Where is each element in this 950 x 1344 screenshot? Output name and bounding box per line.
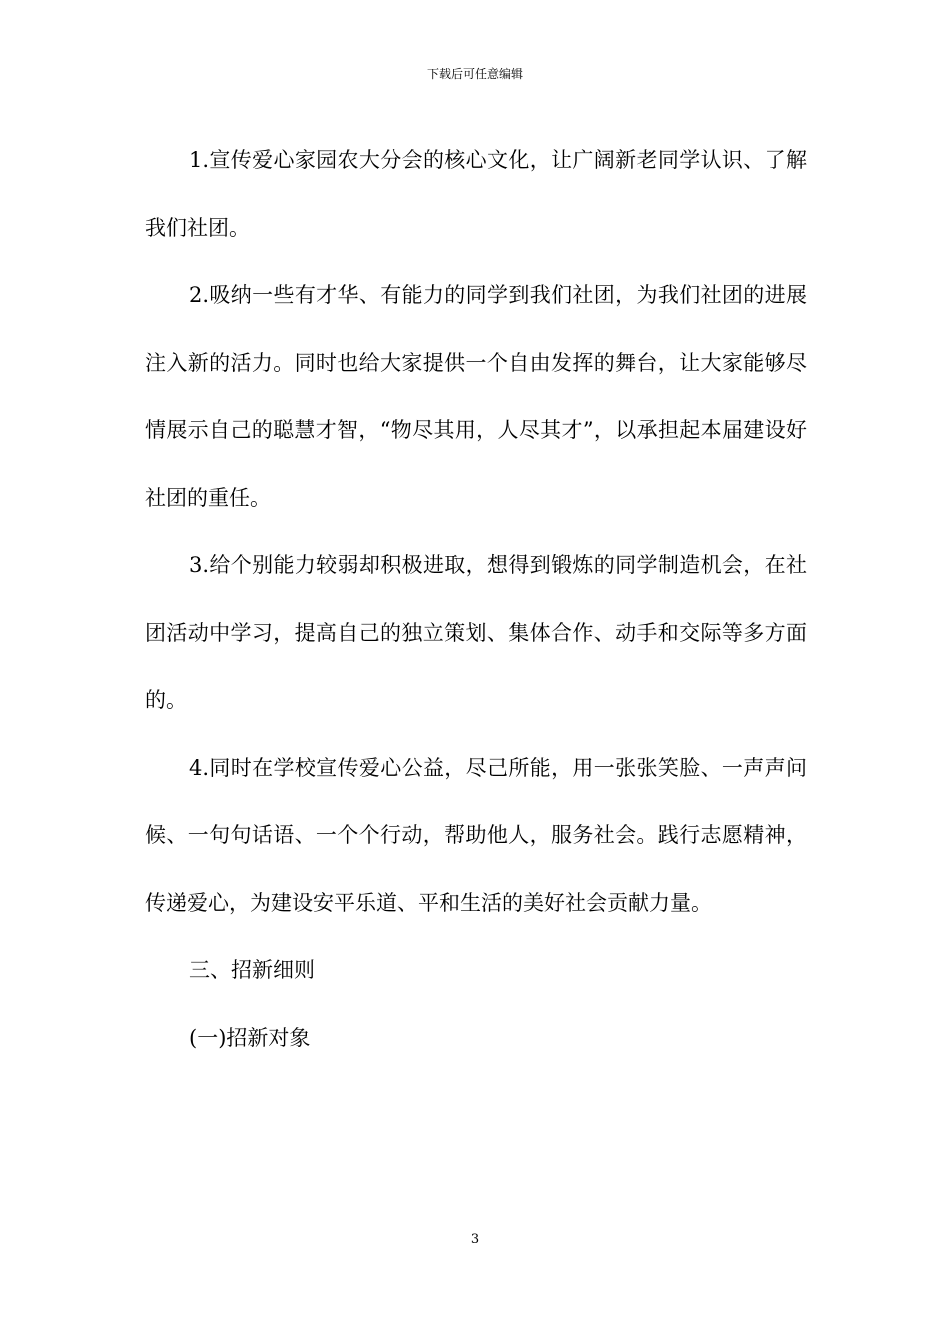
section-heading: 三、招新细则 <box>189 958 315 982</box>
page-number: 3 <box>470 1232 480 1247</box>
paragraph-3: 3.给个别能力较弱却积极进取，想得到锻炼的同学制造机会，在社团活动中学习，提高自己的独立策划、集体合作、动手和交际等多方面的。 <box>145 553 807 712</box>
document-body <box>145 127 807 1072</box>
page-header-note: 下载后可任意编辑 <box>426 67 523 81</box>
paragraph-4: 4.同时在学校宣传爱心公益，尽己所能，用一张张笑脸、一声声问候、一句句话语、一个个行动，帮助他人，服务社会。践行志愿精神，传递爱心，为建设安平乐道、平和生活的美好社会贡献力量。 <box>145 755 807 915</box>
paragraph-1: 1.宣传爱心家园农大分会的核心文化，让广阔新老同学认识、了解我们社团。 <box>145 148 807 240</box>
subsection-heading: (一)招新对象 <box>189 1025 311 1050</box>
paragraph-2: 2.吸纳一些有才华、有能力的同学到我们社团，为我们社团的进展注入新的活力。同时也给大家提供一个自由发挥的舞台，让大家能够尽情展示自己的聪慧才智，“物尽其用，人尽其才”，以承担起本届建设好社团的重任。 <box>145 283 807 510</box>
